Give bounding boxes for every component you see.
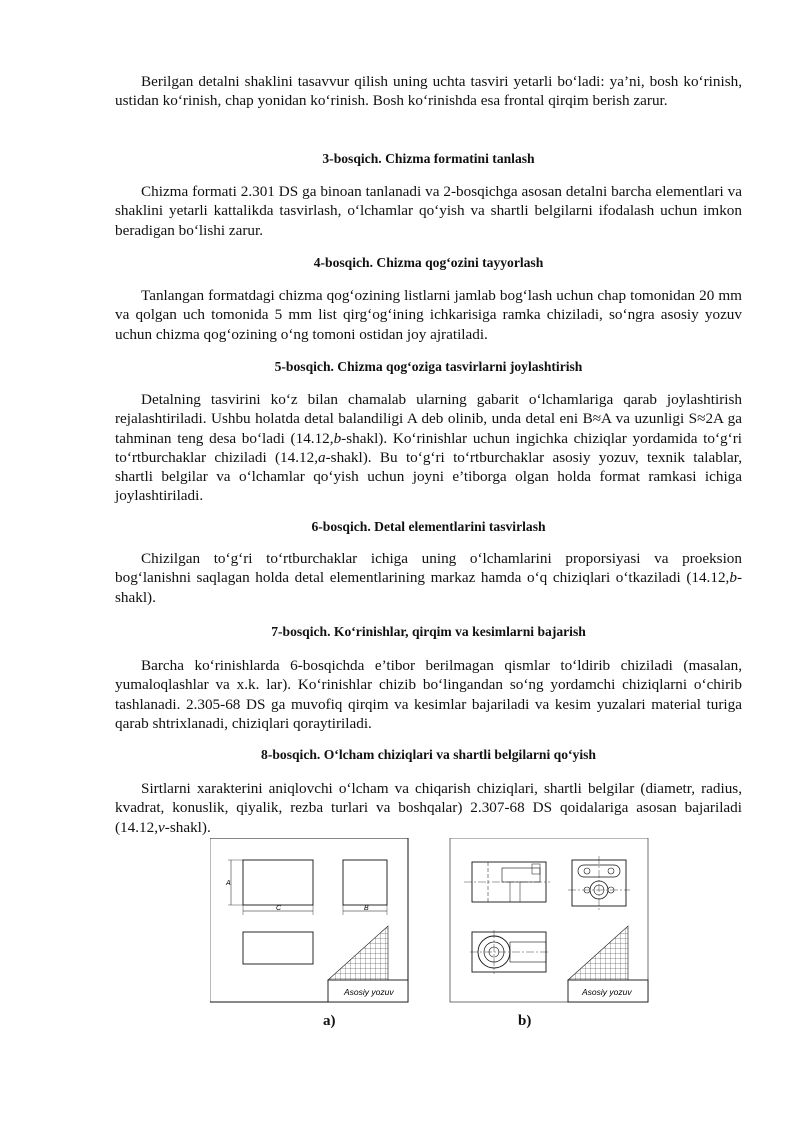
- heading-step-7: 7-bosqich. Ko‘rinishlar, qirqim va kesimlarni bajarish: [271, 624, 586, 639]
- text-run: -shakl).: [115, 569, 742, 606]
- heading-step-4: 4-bosqich. Chizma qog‘ozini tayyorlash: [313, 255, 544, 270]
- side-view-rect: [343, 860, 387, 905]
- side-view-detail: [568, 856, 630, 910]
- text-run: -shakl). Bu to‘g‘ri to‘rtburchaklar asosiy yozuv, texnik talablar, shartli belgilar va o‘lchamlar qo‘yish uchun joyni e’tiborga olgan holda format ramkasi ichiga joylashtiriladi.: [115, 448, 742, 505]
- figure-ref: a: [318, 448, 326, 466]
- text-run: -shakl).: [164, 818, 211, 836]
- dim-label-b: B: [364, 905, 369, 912]
- paragraph-step-6: [115, 549, 742, 607]
- drawing-sheet-b: [450, 838, 648, 1002]
- heading-step-8: 8-bosqich. O‘lcham chiziqlari va shartli belgilarni qo‘yish: [261, 747, 596, 762]
- top-view-detail: [470, 930, 550, 974]
- technical-drawing-figure: [210, 838, 650, 1038]
- title-block-label: Asosiy yozuv: [344, 987, 394, 997]
- paragraph-intro: Berilgan detalni shaklini tasavvur qilish uning uchta tasviri yetarli bo‘ladi: ya’ni, bosh ko‘rinish, ustidan ko‘rinish, chap yonidan ko‘rinish. Bosh ko‘rinishda esa frontal qirqim berish zarur.: [115, 73, 742, 110]
- drawing-sheet-a: [210, 838, 408, 1002]
- heading-step-3: 3-bosqich. Chizma formatini tanlash: [322, 151, 535, 166]
- paragraph-step-5: [115, 390, 742, 506]
- figure-caption-a: a): [323, 1013, 336, 1029]
- paragraph-step-7: Barcha ko‘rinishlarda 6-bosqichda e’tibor berilmagan qismlar to‘ldirib chiziladi (masalan, yumaloqlashlar va x.k. lar). Ko‘rinishlar chizib bo‘lingandan so‘ng yordamchi chiziqlarni o‘chirib tashlanadi. 2.305-68 DS ga muvofiq qirqim va kesimlar bajariladi va kesim yuzalari material turiga qarab shtrixlanadi, chiziqlari qoraytiriladi.: [115, 657, 742, 732]
- front-view-detail: [464, 862, 550, 902]
- paragraph-step-8: [115, 779, 742, 837]
- paragraph-step-4: Tanlangan formatdagi chizma qog‘ozining listlarni jamlab bog‘lash uchun chap tomonidan 20 mm va qolgan uch tomonida 5 mm list qirg‘og‘ining ichkarisiga ramka chiziladi, so‘ngra asosiy yozuv uchun chizma qog‘ozining o‘ng tomoni ostidan joy ajratiladi.: [115, 287, 742, 343]
- title-block-label: Asosiy yozuv: [582, 987, 632, 997]
- figure-ref: b: [729, 569, 737, 587]
- figure-ref: b: [333, 429, 342, 447]
- dim-label-c: C: [276, 905, 282, 912]
- heading-step-6: 6-bosqich. Detal elementlarini tasvirlash: [311, 519, 546, 534]
- figure-ref: v: [158, 818, 165, 836]
- text-run: Sirtlarni xarakterini aniqlovchi o‘lcham va chiqarish chiziqlari, shartli belgilar (diametr, radius, kvadrat, konuslik, qiyalik, rezba turlari va boshqalar) 2.307-68 DS qoidalariga asosan bajariladi (14.12,: [115, 780, 742, 836]
- text-run: Chizilgan to‘g‘ri to‘rtburchaklar ichiga uning o‘lchamlarini proporsiyasi va proeksion bog‘lanishni saqlagan holda detal elementlarining markaz hamda o‘q chiziqlari o‘tkaziladi (14.12,: [115, 550, 742, 587]
- dim-label-a: A: [226, 880, 231, 887]
- front-view-rect: [243, 860, 313, 905]
- heading-step-5: 5-bosqich. Chizma qog‘oziga tasvirlarni joylashtirish: [274, 359, 583, 374]
- figure-caption-b: b): [518, 1013, 532, 1029]
- text-run: -shakl). Ko‘rinishlar uchun ingichka chiziqlar yordamida to‘g‘ri to‘rtburchaklar chiziladi (14.12,: [115, 429, 742, 466]
- top-view-rect: [243, 932, 313, 964]
- technical-requirements-grid: [568, 926, 628, 980]
- text-run: Detalning tasvirini ko‘z bilan chamalab ularning gabarit o‘lchamlariga qarab joylashtirish rejalashtiriladi. Ushbu holatda detal balandiligi A deb olinib, unda detal eni B≈A va uzunligi S≈2A ga tahminan teng desa bo‘ladi (14.12,: [115, 391, 742, 447]
- paragraph-step-3: Chizma formati 2.301 DS ga binoan tanlanadi va 2-bosqichga asosan detalni barcha elementlari va shaklini yetarli kattalikda tasvirlash, o‘lchamlar qo‘yish va shartli belgilarni ifodalash uchun imkon beradigan bo‘lishi zarur.: [115, 183, 742, 239]
